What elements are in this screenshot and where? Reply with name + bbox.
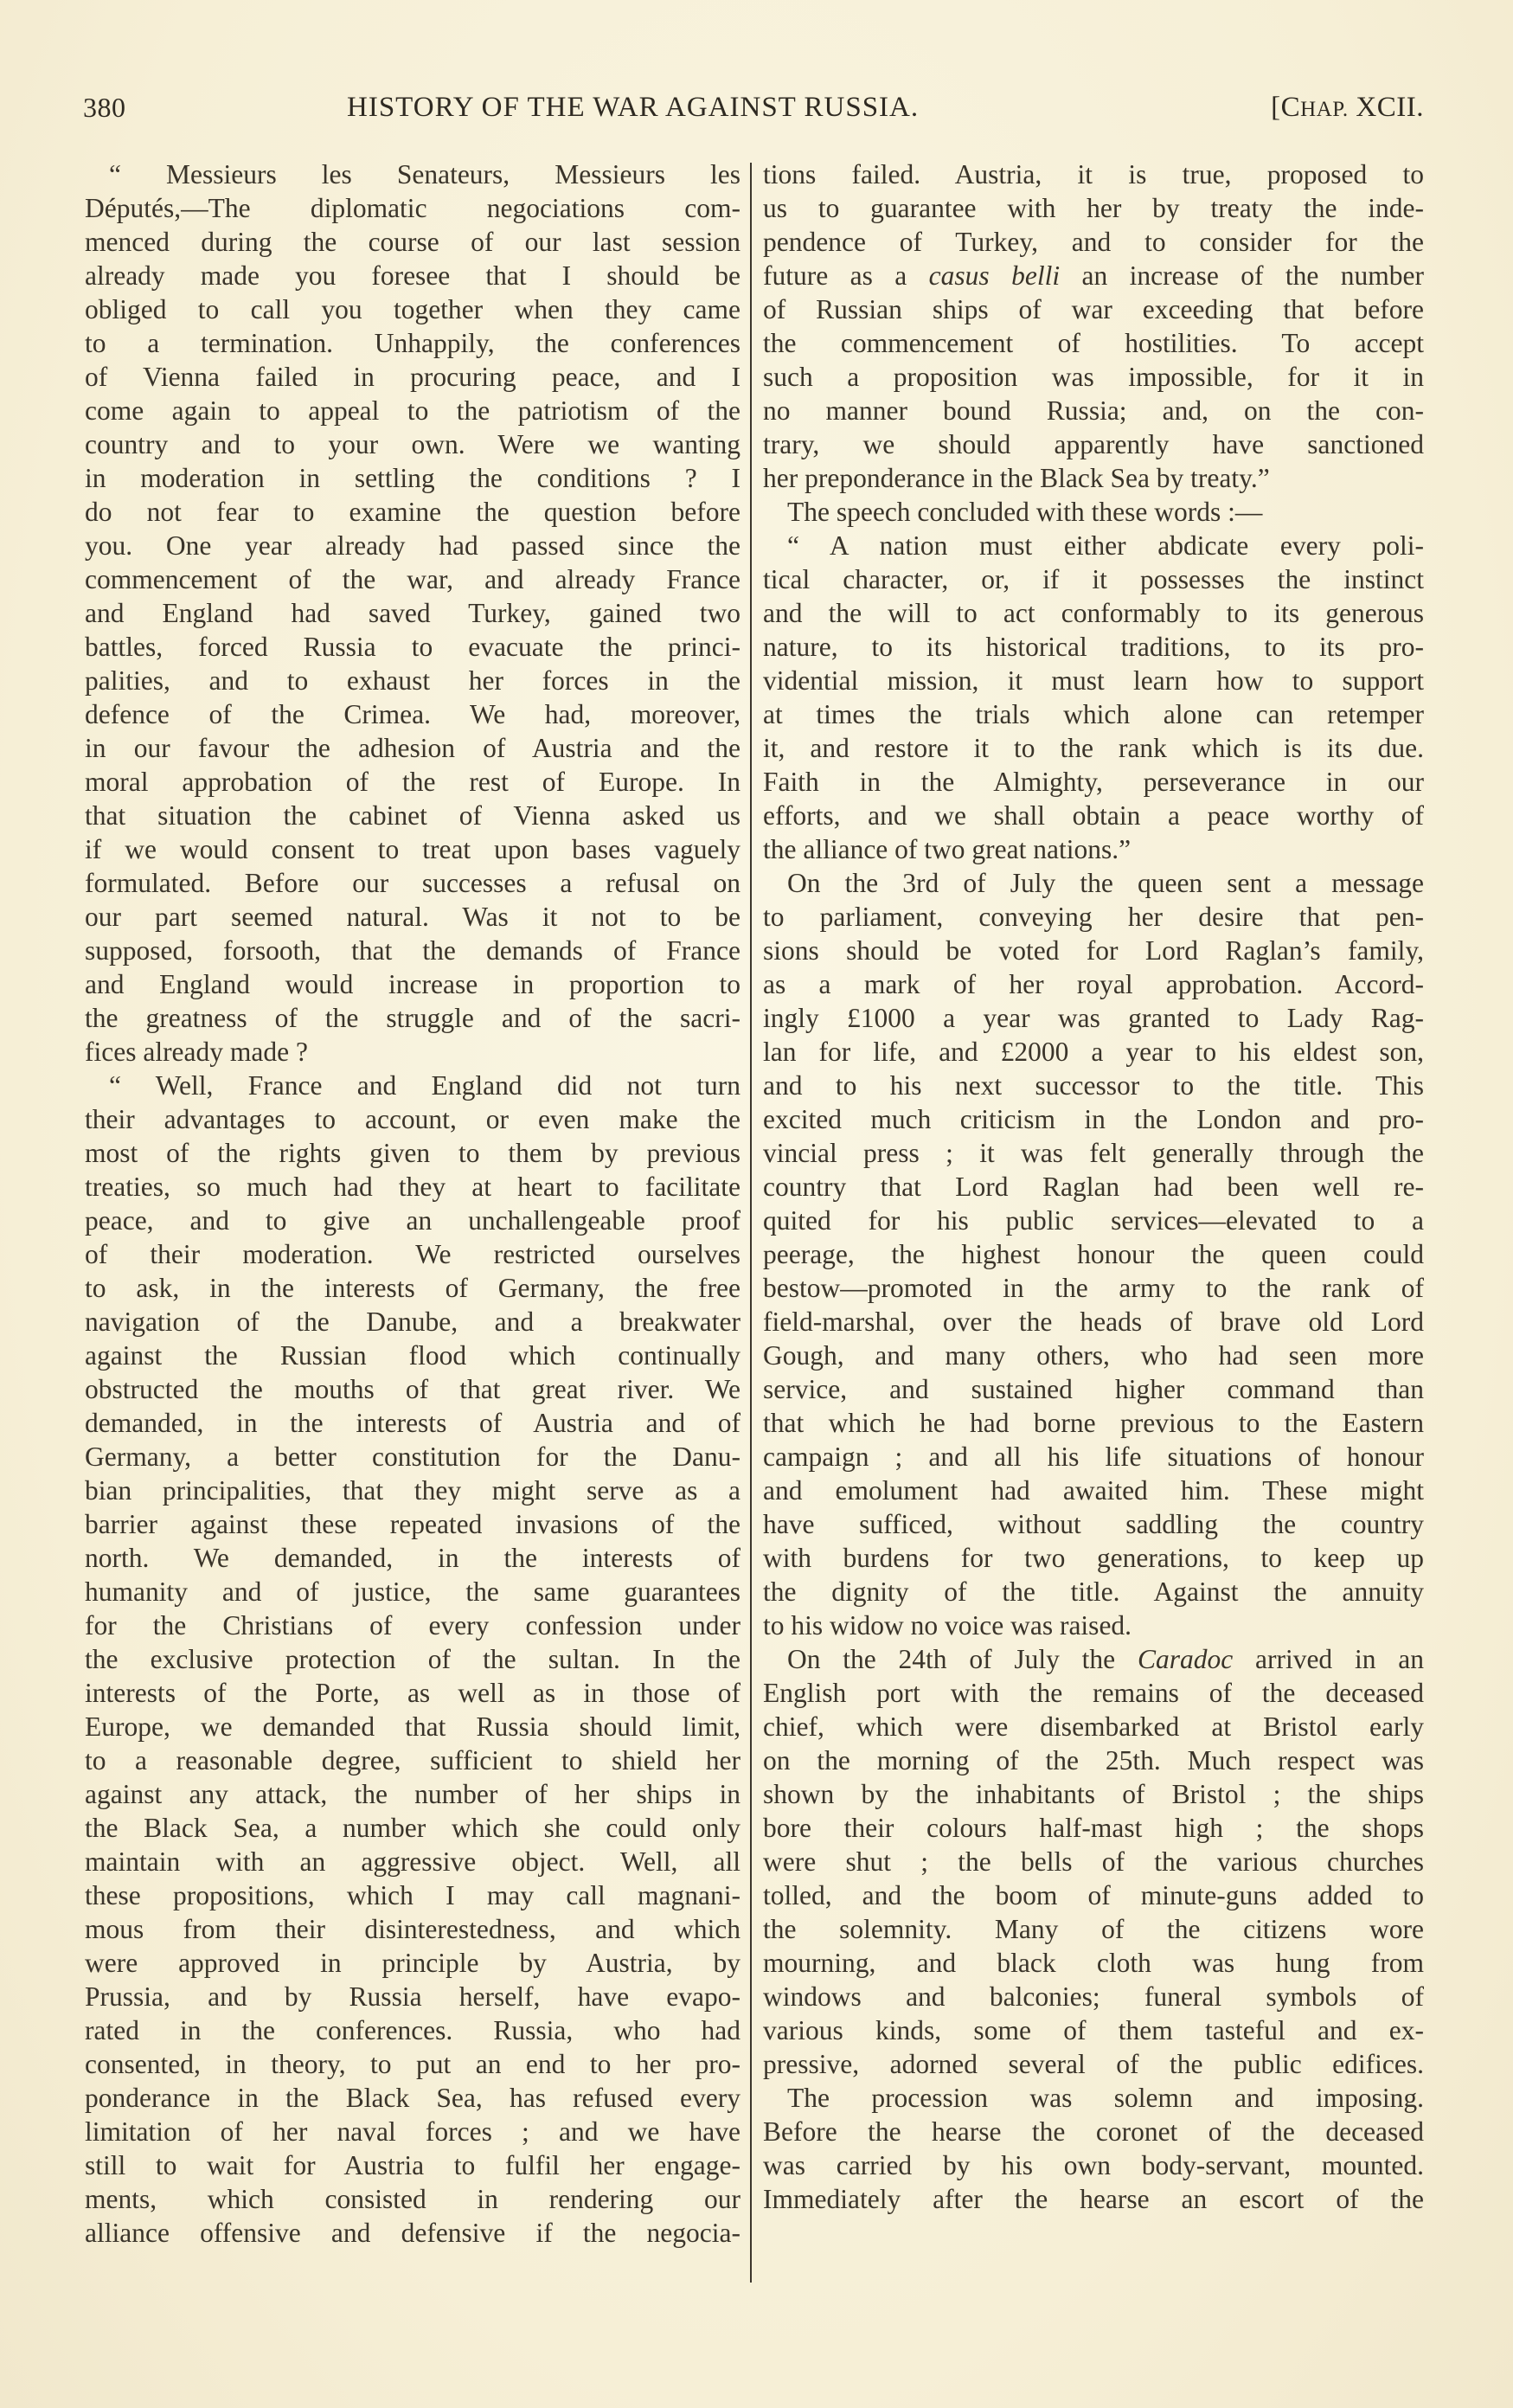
text-line: The procession was solemn and imposing.: [787, 2083, 1424, 2113]
text-line: alliance offensive and defensive if the negocia-: [85, 2218, 740, 2248]
text-line: if we would consent to treat upon bases vaguely: [85, 834, 740, 864]
italic-phrase: Caradoc: [1137, 1644, 1234, 1674]
column-divider: [750, 163, 752, 2283]
text-line: no manner bound Russia; and, on the con-: [763, 395, 1424, 426]
text-line: mourning, and black cloth was hung from: [763, 1948, 1424, 1978]
text-line: of Russian ships of war exceeding that before: [763, 294, 1424, 324]
text-line: campaign ; and all his life situations of honour: [763, 1442, 1424, 1472]
text-line: to ask, in the interests of Germany, the free: [85, 1273, 740, 1303]
text-line: mous from their disinterestedness, and which: [85, 1914, 740, 1944]
text-line: maintain with an aggressive object. Well, all: [85, 1846, 740, 1877]
text-line: with burdens for two generations, to keep up: [763, 1543, 1424, 1573]
text-line: formulated. Before our successes a refusal on: [85, 868, 740, 898]
text-line: of their moderation. We restricted ourselves: [85, 1239, 740, 1269]
chapter-bracket: [C: [1271, 92, 1301, 123]
text-line: chief, which were disembarked at Bristol early: [763, 1711, 1424, 1742]
text-line: peace, and to give an unchallengeable proof: [85, 1205, 740, 1236]
text-line: On the 24th of July the Caradoc arrived in an: [787, 1644, 1424, 1674]
running-head: [83, 87, 1424, 125]
text-line: fices already made ?: [85, 1037, 308, 1067]
text-line: “ Well, France and England did not turn: [109, 1070, 740, 1101]
text-line: humanity and of justice, the same guarantees: [85, 1576, 740, 1607]
text-line: shown by the inhabitants of Bristol ; the ships: [763, 1779, 1424, 1809]
text-line: barrier against these repeated invasions of the: [85, 1509, 740, 1539]
text-line: tions failed. Austria, it is true, proposed to: [763, 159, 1424, 189]
text-line: already made you foresee that I should be: [85, 260, 740, 291]
text-line: nature, to its historical traditions, to its pro-: [763, 632, 1424, 662]
text-line: such a proposition was impossible, for it in: [763, 362, 1424, 392]
text-line: Députés,—The diplomatic negociations com-: [85, 193, 740, 223]
text-line: their advantages to account, or even make the: [85, 1104, 740, 1134]
text-line: pressive, adorned several of the public edifices.: [763, 2049, 1424, 2079]
text-line: various kinds, some of them tasteful and ex-: [763, 2015, 1424, 2045]
text-line: rated in the conferences. Russia, who had: [85, 2015, 740, 2045]
text-line: bian principalities, that they might serve as a: [85, 1475, 740, 1506]
text-line: quited for his public services—elevated to a: [763, 1205, 1424, 1236]
text-line: Germany, a better constitution for the Danu-: [85, 1442, 740, 1472]
text-line: palities, and to exhaust her forces in the: [85, 665, 740, 696]
text-line: our part seemed natural. Was it not to be: [85, 902, 740, 932]
text-line: tolled, and the boom of minute-guns added to: [763, 1880, 1424, 1910]
text-line: the dignity of the title. Against the annuity: [763, 1576, 1424, 1607]
chapter-reference: [1271, 92, 1424, 124]
text-line: and England would increase in proportion to: [85, 969, 740, 999]
text-line: English port with the remains of the deceased: [763, 1678, 1424, 1708]
text-line: have sufficed, without saddling the country: [763, 1509, 1424, 1539]
text-line: service, and sustained higher command than: [763, 1374, 1424, 1404]
text-line: excited much criticism in the London and pro-: [763, 1104, 1424, 1134]
text-line: and England had saved Turkey, gained two: [85, 598, 740, 628]
text-line: the exclusive protection of the sultan. In the: [85, 1644, 740, 1674]
text-line: was carried by his own body-servant, mounted.: [763, 2150, 1424, 2180]
text-line: most of the rights given to them by previous: [85, 1138, 740, 1168]
text-line: the greatness of the struggle and of the sacri-: [85, 1003, 740, 1033]
text-line: bestow—promoted in the army to the rank of: [763, 1273, 1424, 1303]
text-line: her preponderance in the Black Sea by treaty.”: [763, 463, 1270, 493]
text-line: tical character, or, if it possesses the instinct: [763, 564, 1424, 594]
text-line: the Black Sea, a number which she could only: [85, 1813, 740, 1843]
text-line: as a mark of her royal approbation. Accord-: [763, 969, 1424, 999]
text-line: limitation of her naval forces ; and we have: [85, 2116, 740, 2147]
text-line: commencement of the war, and already France: [85, 564, 740, 594]
text-line: trary, we should apparently have sanctioned: [763, 429, 1424, 459]
text-line: vincial press ; it was felt generally through the: [763, 1138, 1424, 1168]
text-line: and the will to act conformably to its generous: [763, 598, 1424, 628]
text-line: interests of the Porte, as well as in those of: [85, 1678, 740, 1708]
text-line: on the morning of the 25th. Much respect was: [763, 1745, 1424, 1775]
text-line: vidential mission, it must learn how to support: [763, 665, 1424, 696]
text-line: Immediately after the hearse an escort of the: [763, 2184, 1424, 2214]
text-line: bore their colours half-mast high ; the shops: [763, 1813, 1424, 1843]
text-line: country and to your own. Were we wanting: [85, 429, 740, 459]
text-line: the alliance of two great nations.”: [763, 834, 1132, 864]
text-line: The speech concluded with these words :—: [787, 497, 1263, 527]
text-line: against the Russian flood which continually: [85, 1340, 740, 1371]
text-line: that which he had borne previous to the Eastern: [763, 1408, 1424, 1438]
text-line: and emolument had awaited him. These might: [763, 1475, 1424, 1506]
running-title: HISTORY OF THE WAR AGAINST RUSSIA.: [347, 92, 920, 123]
chapter-numeral: XCII.: [1348, 92, 1424, 123]
text-line: and to his next successor to the title. This: [763, 1070, 1424, 1101]
text-line: menced during the course of our last session: [85, 227, 740, 257]
text-line: were approved in principle by Austria, by: [85, 1948, 740, 1978]
text-line: to a reasonable degree, sufficient to shield her: [85, 1745, 740, 1775]
text-line: to parliament, conveying her desire that pen-: [763, 902, 1424, 932]
text-line: to his widow no voice was raised.: [763, 1610, 1132, 1641]
text-line: in moderation in settling the conditions ? I: [85, 463, 740, 493]
text-line: consented, in theory, to put an end to her pro-: [85, 2049, 740, 2079]
text-line: for the Christians of every confession under: [85, 1610, 740, 1641]
text-line: “ A nation must either abdicate every poli-: [787, 530, 1424, 561]
text-line: do not fear to examine the question before: [85, 497, 740, 527]
text-line: ingly £1000 a year was granted to Lady Rag-: [763, 1003, 1424, 1033]
text-line: Europe, we demanded that Russia should limit,: [85, 1711, 740, 1742]
text-line: field-marshal, over the heads of brave old Lord: [763, 1307, 1424, 1337]
text-line: come again to appeal to the patriotism of the: [85, 395, 740, 426]
text-line: in our favour the adhesion of Austria and the: [85, 733, 740, 763]
text-line: future as a casus belli an increase of the number: [763, 260, 1424, 291]
text-line: obliged to call you together when they came: [85, 294, 740, 324]
chapter-abbrev: HAP.: [1300, 98, 1349, 121]
text-line: to a termination. Unhappily, the conferences: [85, 328, 740, 358]
text-line: sions should be voted for Lord Raglan’s family,: [763, 935, 1424, 966]
text-line: lan for life, and £2000 a year to his eldest son,: [763, 1037, 1424, 1067]
text-line: Prussia, and by Russia herself, have evapo-: [85, 1981, 740, 2012]
text-line: windows and balconies; funeral symbols of: [763, 1981, 1424, 2012]
text-line: efforts, and we shall obtain a peace worthy of: [763, 800, 1424, 831]
text-line: ments, which consisted in rendering our: [85, 2184, 740, 2214]
text-line: you. One year already had passed since the: [85, 530, 740, 561]
text-line: supposed, forsooth, that the demands of France: [85, 935, 740, 966]
text-line: battles, forced Russia to evacuate the princi-: [85, 632, 740, 662]
text-line: peerage, the highest honour the queen could: [763, 1239, 1424, 1269]
text-line: Gough, and many others, who had seen more: [763, 1340, 1424, 1371]
page-number: 380: [83, 92, 126, 123]
text-line: demanded, in the interests of Austria and of: [85, 1408, 740, 1438]
text-line: navigation of the Danube, and a breakwater: [85, 1307, 740, 1337]
text-line: country that Lord Raglan had been well re-: [763, 1172, 1424, 1202]
text-line: obstructed the mouths of that great river. We: [85, 1374, 740, 1404]
italic-phrase: casus belli: [928, 260, 1061, 291]
text-line: Before the hearse the coronet of the deceased: [763, 2116, 1424, 2147]
right-text-column: [763, 157, 1424, 2216]
text-line: north. We demanded, in the interests of: [85, 1543, 740, 1573]
text-line: against any attack, the number of her ships in: [85, 1779, 740, 1809]
text-line: still to wait for Austria to fulfil her engage-: [85, 2150, 740, 2180]
text-line: that situation the cabinet of Vienna asked us: [85, 800, 740, 831]
text-line: pendence of Turkey, and to consider for the: [763, 227, 1424, 257]
text-line: these propositions, which I may call magnani-: [85, 1880, 740, 1910]
text-line: us to guarantee with her by treaty the inde-: [763, 193, 1424, 223]
text-line: at times the trials which alone can retemper: [763, 699, 1424, 729]
text-line: it, and restore it to the rank which is its due.: [763, 733, 1424, 763]
text-line: of Vienna failed in procuring peace, and I: [85, 362, 740, 392]
text-line: ponderance in the Black Sea, has refused every: [85, 2083, 740, 2113]
text-line: moral approbation of the rest of Europe. In: [85, 767, 740, 797]
text-line: treaties, so much had they at heart to facilitate: [85, 1172, 740, 1202]
text-line: the commencement of hostilities. To accept: [763, 328, 1424, 358]
text-line: defence of the Crimea. We had, moreover,: [85, 699, 740, 729]
left-text-column: [85, 157, 740, 2250]
text-line: “ Messieurs les Senateurs, Messieurs les: [109, 159, 740, 189]
text-line: On the 3rd of July the queen sent a message: [787, 868, 1424, 898]
text-line: were shut ; the bells of the various churches: [763, 1846, 1424, 1877]
text-line: Faith in the Almighty, perseverance in our: [763, 767, 1424, 797]
text-line: the solemnity. Many of the citizens wore: [763, 1914, 1424, 1944]
